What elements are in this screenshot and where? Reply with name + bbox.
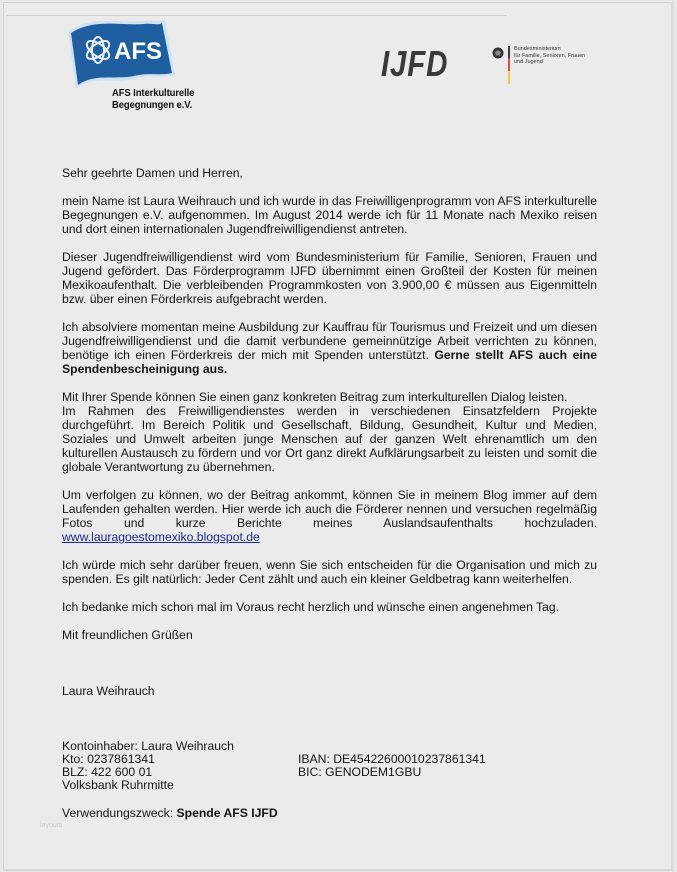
afs-org-name: AFS Interkulturelle Begegnungen e.V. — [112, 87, 195, 111]
ijfd-logo: IJFD — [381, 43, 449, 84]
paragraph-thanks: Ich bedanke mich schon mal im Voraus recht herzlich und wünsche einen angenehmen Tag. — [62, 600, 560, 614]
top-divider — [7, 15, 507, 16]
donation-receipt-note: Gerne stellt AFS auch eine Spendenbescheinigung aus. — [62, 348, 597, 376]
greeting: Sehr geehrte Damen und Herren, — [62, 166, 243, 180]
bic: BIC: GENODEM1GBU — [298, 765, 422, 779]
blog-text: Um verfolgen zu können, wo der Beitrag ankommt, können Sie in meinem Blog immer auf dem Laufenden gehalten werden. Hier werde ich auch die Förderer nennen und versuchen regelmäßig Fotos und kurze Berichte meines Auslandsaufenthalts hochzuladen. — [62, 488, 597, 530]
payment-purpose — [62, 806, 597, 820]
bank-details — [62, 740, 597, 792]
blog-link[interactable]: www.lauragoestomexiko.blogspot.de — [62, 530, 260, 544]
paragraph-funding: Dieser Jugendfreiwilligendienst wird vom Bundesministerium für Familie, Senioren, Frauen und Jugend gefördert. Das Förderprogramm IJFD übernimmt einen Großteil der Kosten für meinen Mexikoaufenthalt. Die verbleibenden Programmkosten von 3.900,00 € müssen aus Eigenmitteln bzw. über einen Förderkreis aufgebracht werden. — [62, 250, 597, 306]
afs-logo — [62, 17, 202, 112]
bank-name: Volksbank Ruhrmitte — [62, 778, 174, 792]
paragraph-dialog — [62, 390, 597, 474]
paragraph-request: Ich würde mich sehr darüber freuen, wenn Sie sich entscheiden für die Organisation und mich zu spenden. Es gilt natürlich: Jeder Cent zählt und auch ein kleiner Geldbetrag kann weiterhelfen. — [62, 558, 597, 586]
account-number: Kto: 0237861341 — [62, 752, 155, 766]
svg-text:AFS: AFS — [114, 38, 162, 65]
paragraph-intro: mein Name ist Laura Weihrauch und ich wurde in das Freiwilligenprogramm von AFS interkulturelle Begegnungen e.V. aufgenommen. Im August 2014 werde ich für 11 Monate nach Mexiko reisen und dort einen internationalen Jugendfreiwilligendienst antreten. — [62, 194, 597, 236]
german-flag-bar — [508, 46, 510, 84]
federal-eagle-icon — [492, 47, 504, 59]
afs-flag-icon — [62, 17, 178, 89]
ministry-name: Bundesministerium für Familie, Senioren, Frauen und Jugend — [514, 46, 586, 65]
paragraph-training — [62, 320, 597, 376]
page-edge — [3, 869, 674, 871]
purpose-label: Verwendungszweck: — [62, 806, 177, 820]
closing: Mit freundlichen Grüßen — [62, 628, 193, 642]
account-holder: Kontoinhaber: Laura Weihrauch — [62, 739, 234, 753]
signature: Laura Weihrauch — [62, 684, 155, 698]
watermark: layouts — [40, 822, 63, 829]
page-edge — [671, 2, 674, 870]
ministry-logo — [492, 45, 602, 87]
dialog-text: Im Rahmen des Freiwilligendienstes werden in verschiedenen Einsatzfeldern Projekte durchgeführt. Im Bereich Politik und Gesellschaft, Bildung, Gesundheit, Kultur und Medien, Soziales und Umwelt arbeiten junge Menschen auf der ganzen Welt ehrenamtlich um den kulturellen Austausch zu fördern und vor Ort ganz direkt Aufklärungsarbeit zu leisten und somit die globale Verantwortung zu übernehmen. — [62, 404, 597, 474]
training-text: Ich absolviere momentan meine Ausbildung zur Kauffrau für Tourismus und Freizeit und um diesen Jugendfreiwilligendienst und die damit verbundene gemeinnützige Arbeit verrichten zu können, benötige ich einen Förderkreis der mich mit Spenden unterstützt. — [62, 320, 597, 362]
iban: IBAN: DE45422600010237861341 — [298, 752, 486, 766]
paragraph-blog — [62, 488, 597, 544]
letter-body — [62, 166, 597, 820]
purpose-value: Spende AFS IJFD — [176, 806, 278, 820]
dialog-lead: Mit Ihrer Spende können Sie einen ganz konkreten Beitrag zum interkulturellen Dialog leisten. — [62, 390, 568, 404]
blz: BLZ: 422 600 01 — [62, 765, 153, 779]
